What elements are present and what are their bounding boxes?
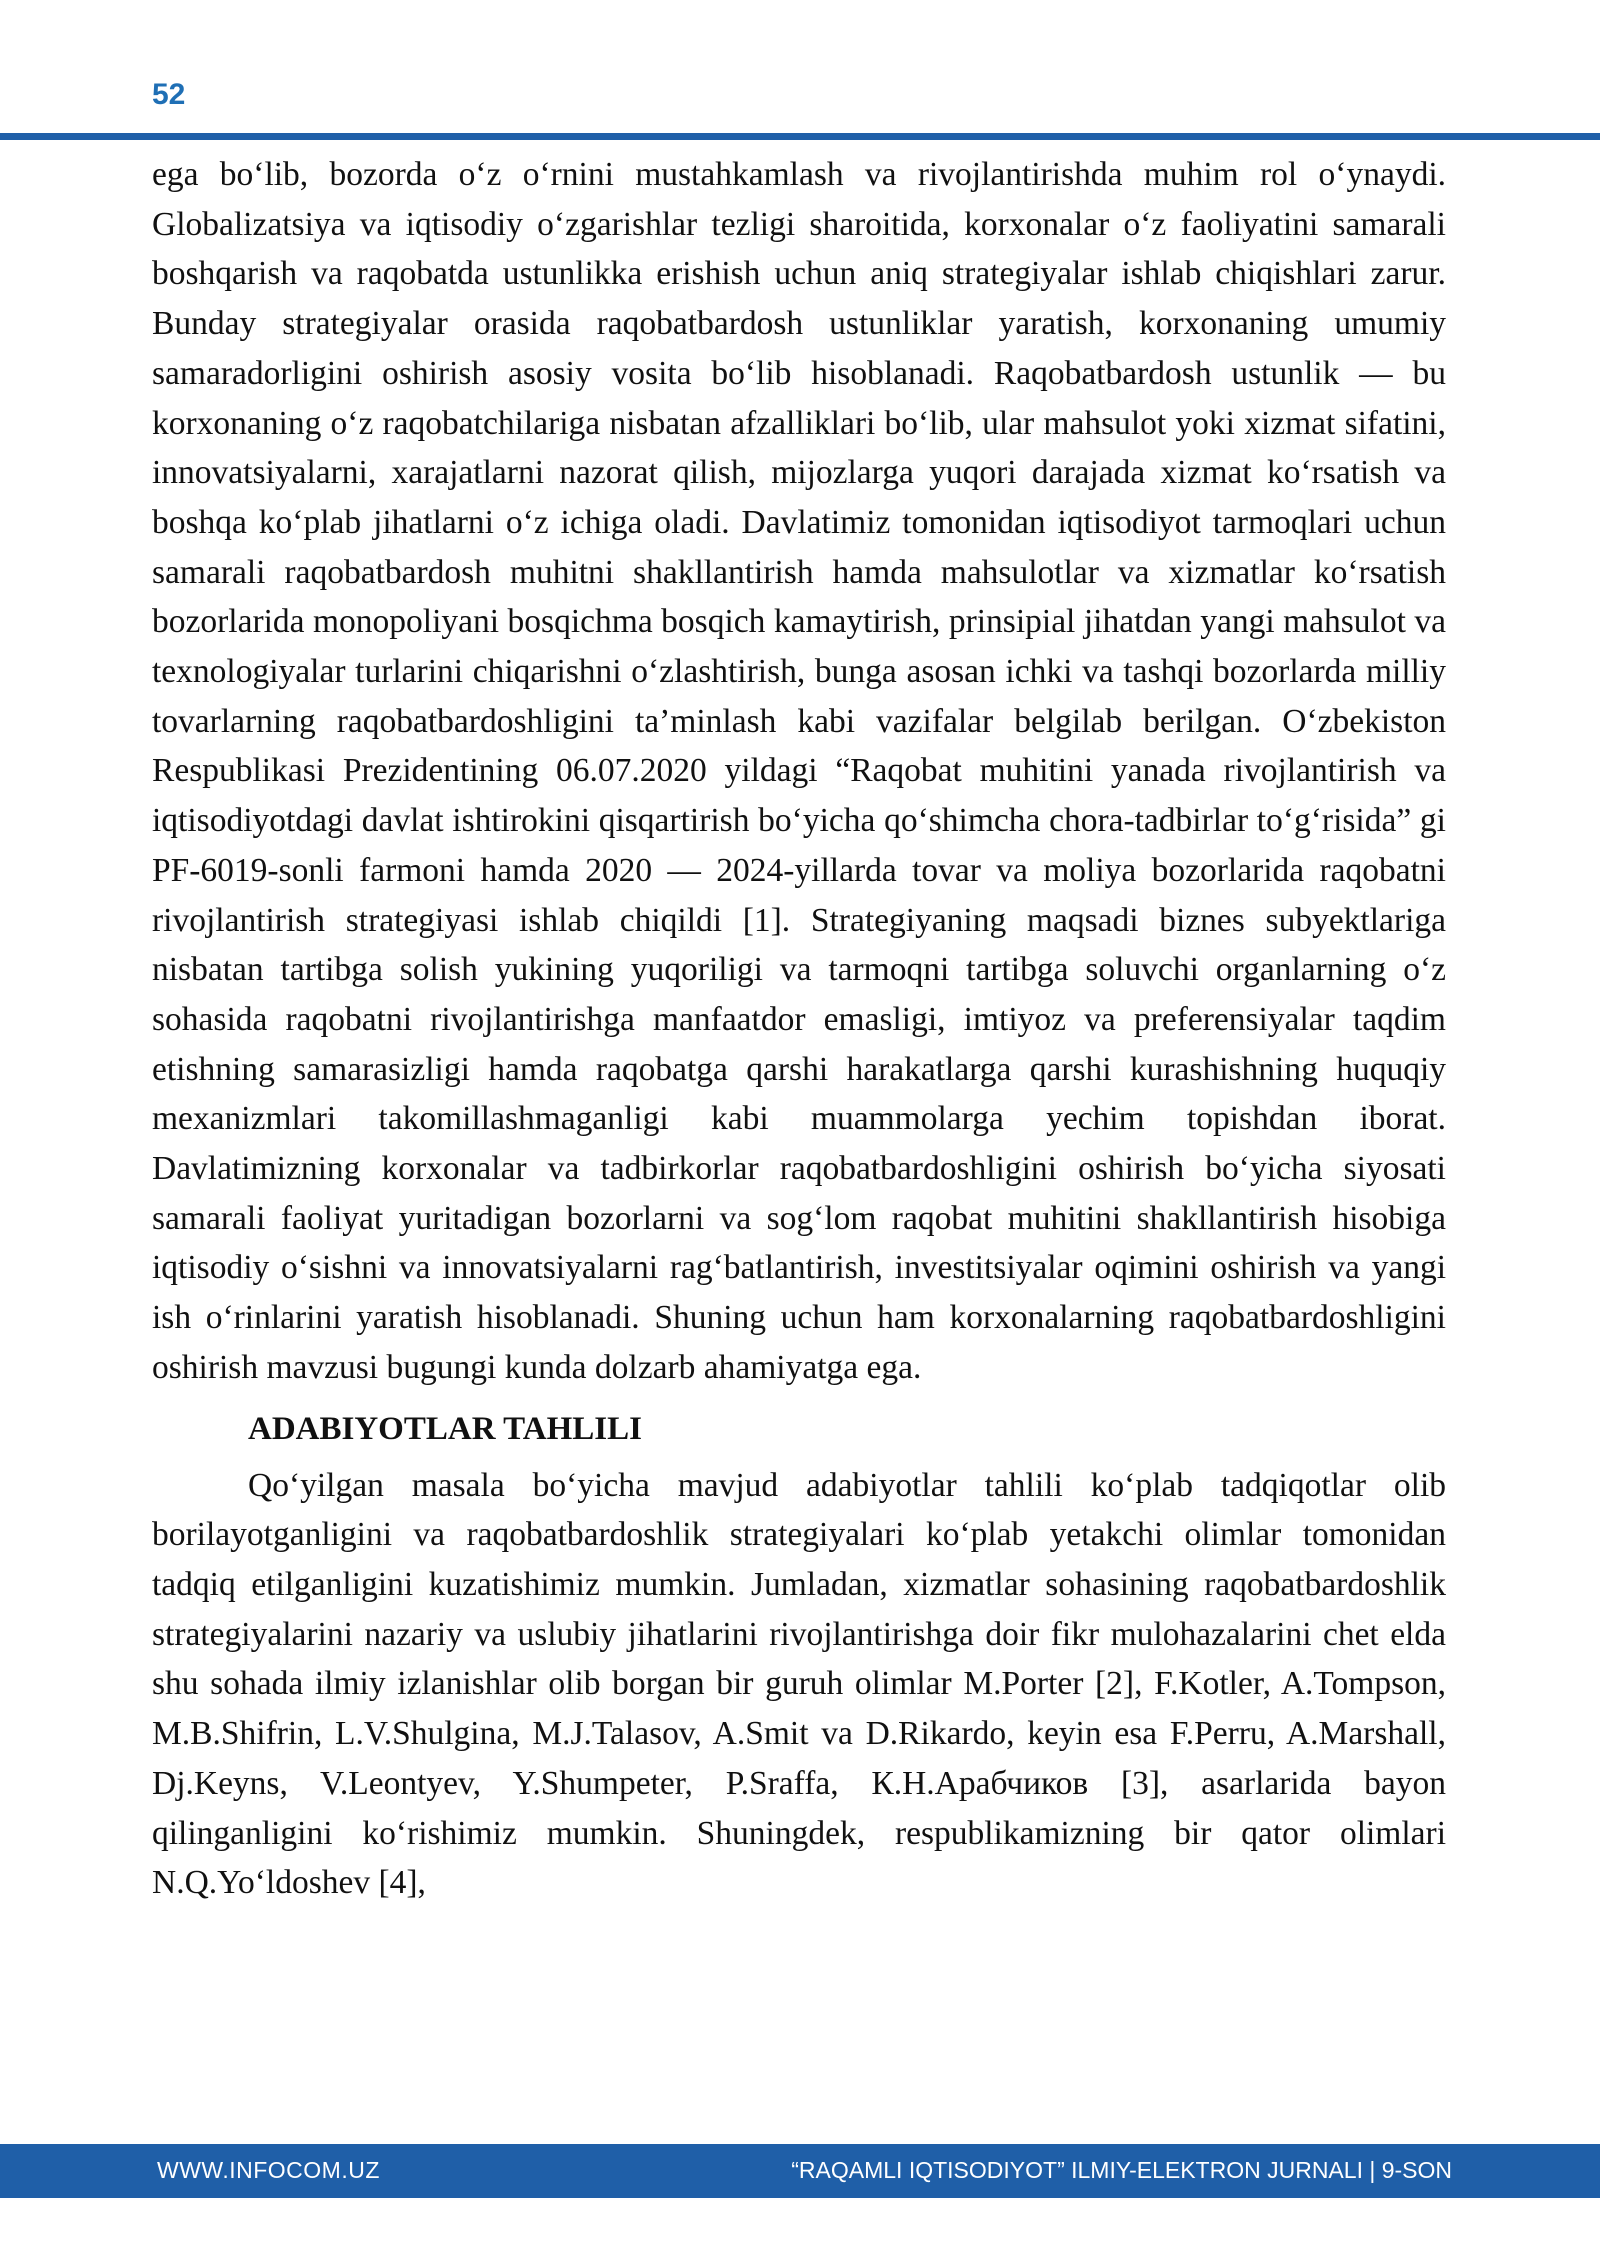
body-paragraph: Qo‘yilgan masala bo‘yicha mavjud adabiyotlar tahlili ko‘plab tadqiqotlar olib borilayotganligini va raqobatbardoshlik strategiyalari ko‘plab yetakchi olimlar tomonidan tadqiq etilganligini kuzatishimiz mumkin. Jumladan, xizmatlar sohasining raqobatbardoshlik strategiyalarini nazariy va uslubiy jihatlarini rivojlantirishga doir fikr mulohazalarini chet elda shu sohada ilmiy izlanishlar olib borgan bir guruh olimlar M.Porter [2], F.Kotler, A.Tompson, M.B.Shifrin, L.V.Shulgina, M.J.Talasov, A.Smit va D.Rikardo, keyin esa F.Perru, A.Marshall, Dj.Keyns, V.Leontyev, Y.Shumpeter, P.Sraffa, К.Н.Арабчиков [3], asarlarida bayon qilinganligini ko‘rishimiz mumkin. Shuningdek, respublikamizning bir qator olimlari N.Q.Yo‘ldoshev [4], xyxy=(152,1466,1446,1902)
body-paragraph: ega bo‘lib, bozorda o‘z o‘rnini mustahkamlash va rivojlantirishda muhim rol o‘ynaydi. Globalizatsiya va iqtisodiy o‘zgarishlar tezligi sharoitida, korxonalar o‘z faoliyatini samarali boshqarish va raqobatda ustunlikka erishish uchun aniq strategiyalar ishlab chiqishlari zarur. Bunday strategiyalar orasida raqobatbardosh ustunliklar yaratish, korxonaning umumiy samaradorligini oshirish asosiy vosita bo‘lib hisoblanadi. Raqobatbardosh ustunlik — bu korxonaning o‘z raqobatchilariga nisbatan afzalliklari bo‘lib, ular mahsulot yoki xizmat sifatini, innovatsiyalarni, xarajatlarni nazorat qilish, mijozlarga yuqori darajada xizmat ko‘rsatish va boshqa ko‘plab jihatlarni o‘z ichiga oladi. Davlatimiz tomonidan iqtisodiyot tarmoqlari uchun samarali raqobatbardosh muhitni shakllantirish hamda mahsulotlar va xizmatlar ko‘rsatish bozorlarida monopoliyani bosqichma bosqich kamaytirish, prinsipial jihatdan yangi mahsulot va texnologiyalar turlarini chiqarishni o‘zlashtirish, bunga asosan ichki va tashqi bozorlarda milliy tovarlarning raqobatbardoshligini ta’minlash kabi vazifalar belgilab berilgan. O‘zbekiston Respublikasi Prezidentining 06.07.2020 yildagi “Raqobat muhitini yanada rivojlantirish va iqtisodiyotdagi davlat ishtirokini qisqartirish bo‘yicha qo‘shimcha chora-tadbirlar to‘g‘risida” gi PF-6019-sonli farmoni hamda 2020 — 2024-yillarda tovar va moliya bozorlarida raqobatni rivojlantirish strategiyasi ishlab chiqildi [1]. Strategiyaning maqsadi biznes subyektlariga nisbatan tartibga solish yukining yuqoriligi va tarmoqni tartibga soluvchi organlarning o‘z sohasida raqobatni rivojlantirishga manfaatdor emasligi, imtiyoz va preferensiyalar taqdim etishning samarasizligi hamda raqobatga qarshi harakatlarga qarshi kurashishning huquqiy mexanizmlari takomillashmaganligi kabi muammolarga yechim topishdan iborat. Davlatimizning korxonalar va tadbirkorlar raqobatbardoshligini oshirish bo‘yicha siyosati samarali faoliyat yuritadigan bozorlarni va sog‘lom raqobat muhitini shakllantirish hisobiga iqtisodiy o‘sishni va innovatsiyalarni rag‘batlantirish, investitsiyalar oqimini oshirish va yangi ish o‘rinlarini yaratish hisoblanadi. Shuning uchun ham korxonalarning raqobatbardoshligini oshirish mavzusi bugungi kunda dolzarb ahamiyatga ega. xyxy=(152,156,1446,1386)
footer-website-link[interactable]: WWW.INFOCOM.UZ xyxy=(157,2157,380,2183)
footer-bar xyxy=(0,2144,1600,2198)
article-body xyxy=(152,150,1446,1908)
header-divider xyxy=(0,133,1600,140)
page-number: 52 xyxy=(152,78,186,111)
section-heading: ADABIYOTLAR TAHLILI xyxy=(248,1410,642,1447)
footer-journal-title: “RAQAMLI IQTISODIYOT” ILMIY-ELEKTRON JURNALI | 9-SON xyxy=(791,2157,1452,2183)
